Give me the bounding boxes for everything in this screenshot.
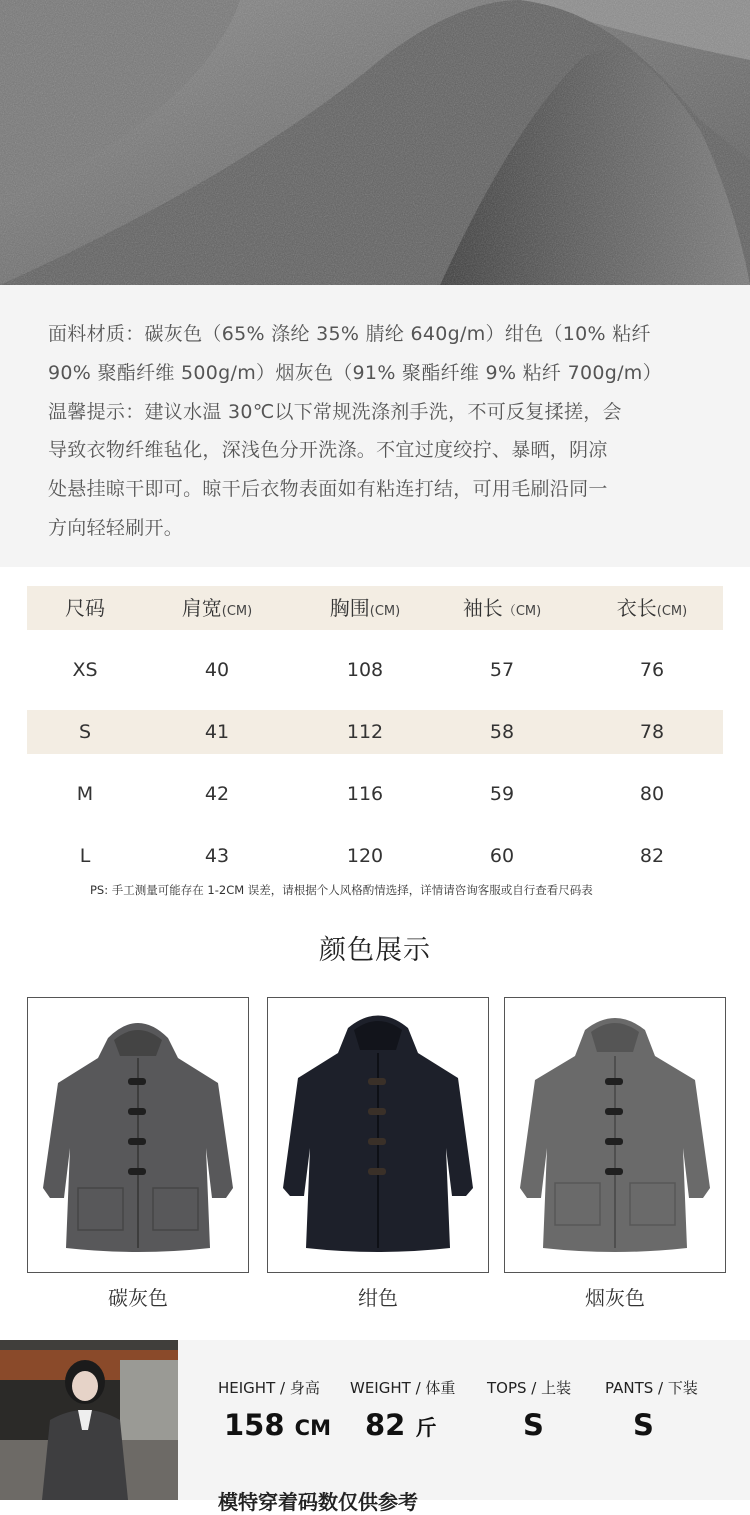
- model-size-note: 模特穿着码数仅供参考: [218, 1490, 418, 1514]
- shoulder-cell: 41: [204, 721, 230, 743]
- tops-value: S: [523, 1408, 544, 1442]
- color-label: 烟灰色: [585, 1286, 645, 1310]
- table-row: [27, 772, 723, 816]
- model-photo: [0, 1340, 178, 1500]
- coat-image: [28, 998, 248, 1272]
- chest-cell: 108: [346, 659, 384, 681]
- material-description: [0, 285, 750, 567]
- color-card-smoke-gray[interactable]: [504, 997, 726, 1273]
- sleeve-cell: 59: [489, 783, 515, 805]
- length-cell: 80: [639, 783, 665, 805]
- chest-cell: 116: [346, 783, 384, 805]
- material-line: 90% 聚酯纤维 500g/m）烟灰色（91% 聚酯纤维 9% 粘纤 700g/m）: [48, 361, 662, 384]
- color-section-title: 颜色展示: [319, 935, 431, 966]
- length-cell: 76: [639, 659, 665, 681]
- header-length: 衣长(CM): [616, 596, 688, 620]
- size-table-header: [27, 586, 723, 630]
- table-row: [27, 710, 723, 754]
- shoulder-cell: 40: [204, 659, 230, 681]
- size-cell: L: [79, 845, 91, 867]
- coat-image: [505, 998, 725, 1272]
- chest-cell: 120: [346, 845, 384, 867]
- fabric-closeup-image: [0, 0, 750, 285]
- pants-value: S: [633, 1408, 654, 1442]
- size-cell: S: [78, 721, 92, 743]
- coat-image: [268, 998, 488, 1272]
- color-label: 碳灰色: [108, 1286, 168, 1310]
- color-card-navy[interactable]: [267, 997, 489, 1273]
- length-cell: 78: [639, 721, 665, 743]
- sleeve-cell: 58: [489, 721, 515, 743]
- coat-shape: [283, 1016, 473, 1253]
- table-row: [27, 648, 723, 692]
- size-cell: M: [76, 783, 94, 805]
- size-cell: XS: [72, 659, 98, 681]
- weight-label: WEIGHT / 体重: [350, 1379, 456, 1397]
- shoulder-cell: 42: [204, 783, 230, 805]
- care-line: 导致衣物纤维毡化，深浅色分开洗涤。不宜过度绞拧、暴晒，阴凉: [48, 439, 608, 462]
- measurement-note: PS: 手工测量可能存在 1-2CM 误差，请根据个人风格酌情选择，详情请咨询客服或自行查看尺码表: [90, 883, 593, 897]
- color-label: 绀色: [358, 1286, 398, 1310]
- header-sleeve: 袖长（CM): [462, 596, 542, 620]
- header-size: 尺码: [65, 596, 105, 620]
- weight-value: 82 斤: [365, 1408, 437, 1442]
- height-value: 158 CM: [224, 1408, 331, 1442]
- sleeve-cell: 57: [489, 659, 515, 681]
- shoulder-cell: 43: [204, 845, 230, 867]
- header-chest: 胸围(CM): [329, 596, 401, 620]
- length-cell: 82: [639, 845, 665, 867]
- header-shoulder: 肩宽(CM): [181, 596, 253, 620]
- coat-shape: [520, 1018, 710, 1252]
- care-line: 方向轻轻刷开。: [48, 516, 184, 539]
- coat-shape: [43, 1023, 233, 1252]
- material-line: 面料材质：碳灰色（65% 涤纶 35% 腈纶 640g/m）绀色（10% 粘纤: [48, 323, 651, 345]
- sleeve-cell: 60: [489, 845, 515, 867]
- tops-label: TOPS / 上装: [487, 1379, 572, 1397]
- height-label: HEIGHT / 身高: [218, 1379, 320, 1397]
- table-row: [27, 834, 723, 878]
- color-card-charcoal[interactable]: [27, 997, 249, 1273]
- chest-cell: 112: [346, 721, 384, 743]
- care-line: 处悬挂晾干即可。晾干后衣物表面如有粘连打结，可用毛刷沿同一: [48, 478, 608, 501]
- care-line: 温馨提示：建议水温 30℃以下常规洗涤剂手洗，不可反复揉搓，会: [48, 400, 622, 423]
- pants-label: PANTS / 下装: [605, 1379, 698, 1397]
